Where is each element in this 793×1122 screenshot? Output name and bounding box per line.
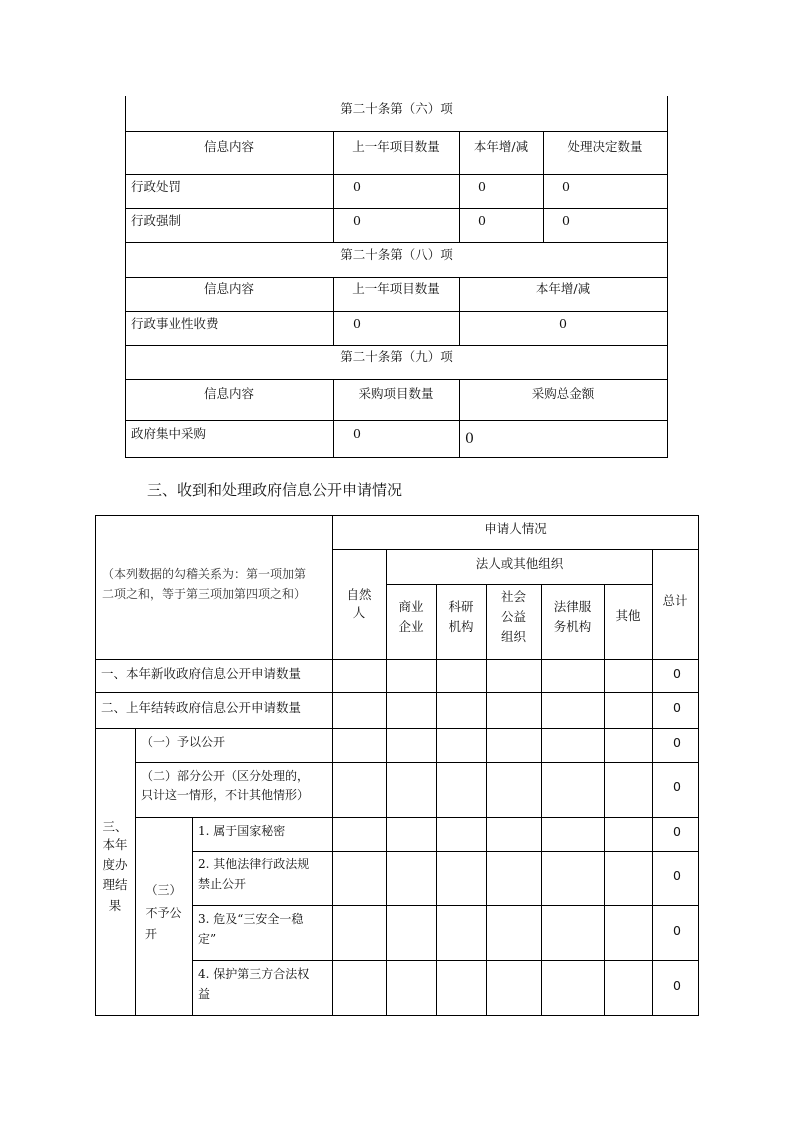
sec3-label: 本年 [102, 837, 128, 852]
col-header-info: 信息内容 [203, 386, 254, 401]
sec3-label: 果 [108, 898, 122, 913]
sub-partial: （二）部分公开（区分处理的， [141, 769, 310, 783]
research-header: 科研 [448, 599, 474, 614]
col-header-purchase-count: 采购项目数量 [358, 386, 434, 401]
cell-value: 0 [559, 316, 567, 331]
sub-disclosed: （一）予以公开 [141, 735, 226, 749]
sub-not-disclosed: 开 [145, 927, 158, 941]
total-value: 0 [673, 735, 681, 750]
total-value: 0 [673, 666, 681, 681]
item-state-secret: 1. 属于国家秘密 [198, 824, 286, 838]
business-header: 企业 [398, 619, 424, 634]
row-label: 行政处罚 [131, 179, 182, 194]
total-value: 0 [673, 923, 681, 938]
item-third-party: 4. 保护第三方合法权 [198, 967, 310, 981]
row-carried-over: 二、上年结转政府信息公开申请数量 [101, 700, 302, 715]
note-line: 二项之和，等于第三项加第四项之和） [102, 587, 307, 601]
total-value: 0 [673, 700, 681, 715]
sub-not-disclosed: （三） [145, 883, 182, 897]
sec3-label: 理结 [102, 877, 128, 892]
total-value: 0 [673, 868, 681, 883]
col-header-decision-count: 处理决定数量 [567, 139, 643, 154]
col-header-purchase-amount: 采购总金额 [531, 386, 595, 401]
other-header: 其他 [615, 608, 641, 623]
total-value: 0 [673, 779, 681, 794]
row-label: 政府集中采购 [131, 426, 207, 441]
legal-entity-header: 法人或其他组织 [475, 556, 564, 571]
cell-value: 0 [478, 179, 486, 194]
col-header-prev-count: 上一年项目数量 [352, 281, 440, 296]
item-three-security: 3. 危及“三安全一稳 [198, 912, 304, 926]
total-value: 0 [673, 824, 681, 839]
row-label: 行政事业性收费 [131, 316, 219, 331]
col-header-info: 信息内容 [203, 139, 254, 154]
cell-value: 0 [478, 213, 486, 228]
business-header: 商业 [398, 599, 424, 614]
col-header-info: 信息内容 [203, 281, 254, 296]
natural-person-header: 自然 [346, 587, 372, 602]
item-three-security: 定” [198, 932, 217, 946]
cell-value: 0 [353, 426, 361, 441]
welfare-header: 公益 [500, 609, 526, 624]
section-title-art20-8: 第二十条第（八）项 [340, 247, 453, 262]
welfare-header: 社会 [500, 589, 526, 604]
sec3-label: 度办 [102, 857, 128, 872]
sec3-label: 三、 [102, 819, 128, 834]
item-law-prohibited: 禁止公开 [198, 877, 247, 891]
col-header-prev-count: 上一年项目数量 [352, 139, 440, 154]
item-law-prohibited: 2. 其他法律行政法规 [198, 857, 310, 871]
cell-value: 0 [353, 213, 361, 228]
section-heading: 三、收到和处理政府信息公开申请情况 [147, 481, 403, 499]
legal-service-header: 务机构 [553, 619, 592, 634]
item-third-party: 益 [198, 987, 211, 1001]
cell-value: 0 [353, 316, 361, 331]
cell-value: 0 [465, 431, 474, 447]
applicant-header: 申请人情况 [484, 521, 547, 536]
natural-person-header: 人 [352, 605, 366, 620]
section-title-art20-9: 第二十条第（九）项 [340, 349, 453, 364]
sub-not-disclosed: 不予公 [145, 906, 182, 920]
cell-value: 0 [562, 213, 570, 228]
cell-value: 0 [562, 179, 570, 194]
cell-value: 0 [353, 179, 361, 194]
legal-service-header: 法律服 [553, 599, 592, 614]
total-value: 0 [673, 978, 681, 993]
sub-partial: 只计这一情形，不计其他情形） [141, 788, 310, 802]
row-label: 行政强制 [131, 213, 182, 228]
row-new-applications: 一、本年新收政府信息公开申请数量 [101, 666, 302, 681]
total-header: 总计 [662, 593, 688, 608]
col-header-change: 本年增/减 [535, 281, 591, 296]
section-title-art20-6: 第二十条第（六）项 [340, 101, 453, 116]
col-header-change: 本年增/减 [473, 139, 529, 154]
welfare-header: 组织 [500, 629, 526, 644]
note-line: （本列数据的勾稽关系为：第一项加第 [102, 567, 307, 581]
research-header: 机构 [448, 619, 474, 634]
